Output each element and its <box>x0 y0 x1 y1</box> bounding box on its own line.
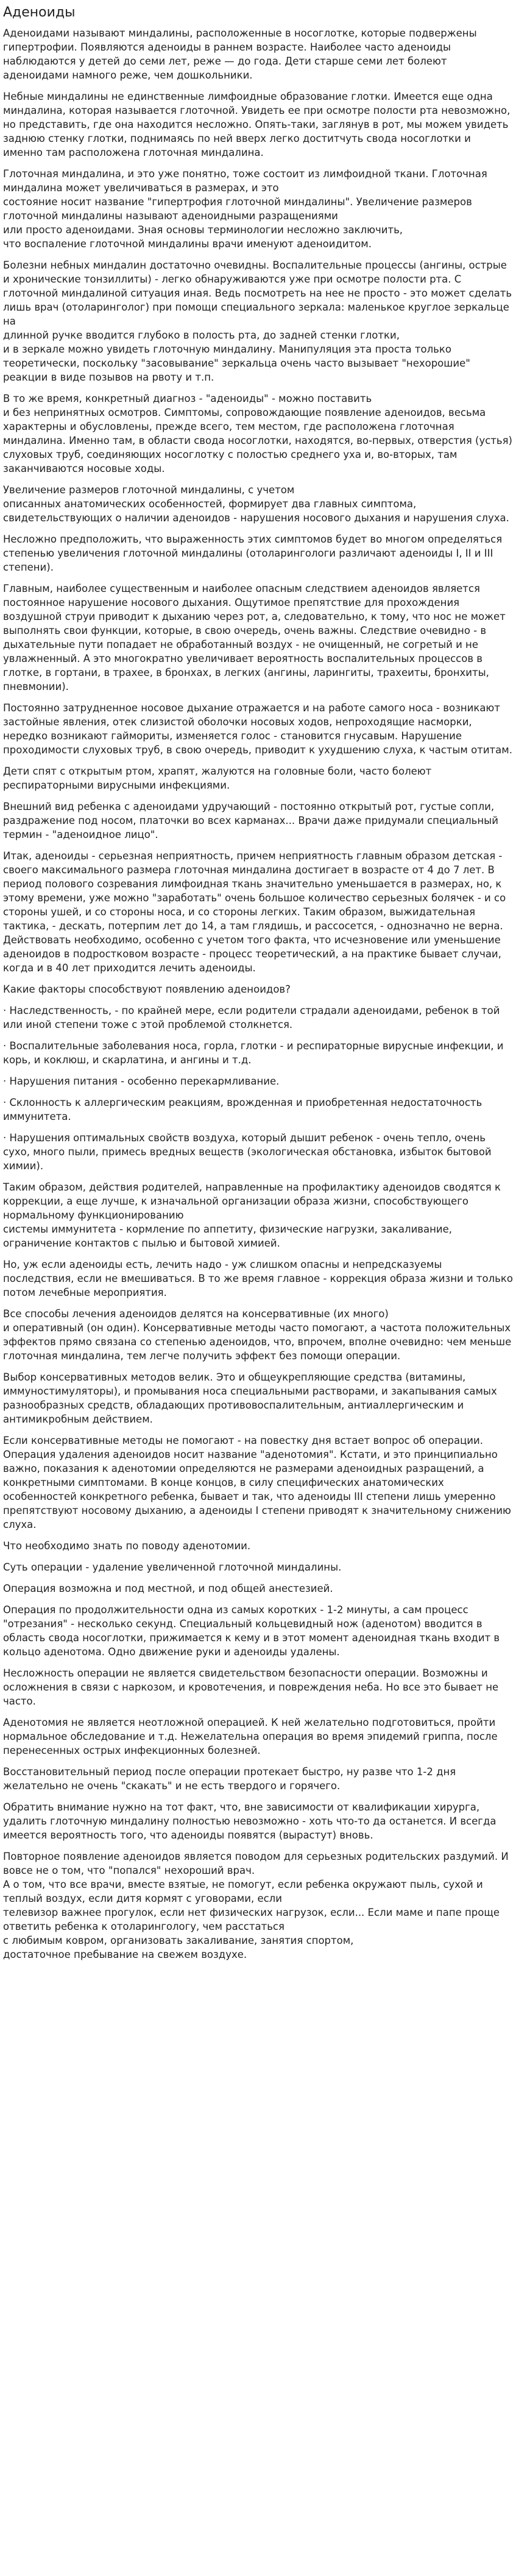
paragraph: Но, уж если аденоиды есть, лечить надо - уж слишком опасны и непредсказуемы последствия, если не вмешиваться. В то же время главное - коррекция образа жизни и только потом лечебные мероприятия. <box>3 1259 513 1298</box>
paragraph: Несложно предположить, что выраженность этих симптомов будет во многом определяться степенью увеличения глоточной миндалины (отоларингологи различают аденоиды I, II и III степени). <box>3 533 503 573</box>
paragraph: В то же время, конкретный диагноз - "аденоиды" - можно поставить и без непринятных осмотров. Симптомы, сопровождающие появление аденоидов, весьма характерны и обусловлены, прежде всего, тем местом, где расположена глоточная миндалина. Именно там, в области свода носоглотки, находятся, во-первых, отверстия (устья) слуховых труб, соединяющих носоглотку с полостью среднего уха и, во-вторых, там заканчиваются носовые ходы. <box>3 393 512 474</box>
paragraph: Небные миндалины не единственные лимфоидные образование глотки. Имеется еще одна миндалина, которая называется глоточной. Увидеть ее при осмотре полости рта невозможно, но представить, где она находится несложно. Опять-таки, заглянув в рот, мы можем увидеть заднюю стенку глотки, поднимаясь по ней вверх легко доститчуть свода носоглотки и именно там расположена глоточная миндалина. <box>3 91 511 158</box>
paragraph: Итак, аденоиды - серьезная неприятность, причем неприятность главным образом детская - своего максимального размера глоточная миндалина достигает в возрасте от 4 до 7 лет. В период полового созревания лимфоидная ткань значительно уменьшается в размерах, но, к этому времени, уже можно "заработать" очень большое количество серьезных болячек - и со стороны ушей, и со стороны носа, и со стороны легких. Таким образом, выжидательная тактика, - дескать, потерпим лет до 14, а там глядишь, и рассосется, - однозначно не верна. Действовать необходимо, особенно с учетом того факта, что исчезновение или уменьшение аденоидов в подростковом возрасте - процесс теоретический, а на практике бывает случаи, когда и в 40 лет приходится лечить аденоиды. <box>3 850 506 974</box>
paragraph: · Нарушения питания - особенно перекармливание. <box>3 1075 280 1087</box>
paragraph: Операция по продолжительности одна из самых коротких - 1-2 минуты, а сам процесс "отрезания" - несколько секунд. Специальный кольцевидный нож (аденотом) вводится в область свода носоглотки, прижимается к кему и в этот момент аденоидная ткань входит в кольцо аденотома. Одно движение руки и аденоиды удалены. <box>3 1604 500 1658</box>
paragraph: · Наследственность, - по крайней мере, если родители страдали аденоидами, ребенок в той или иной степени тоже с этой проблемой столкнется. <box>3 1005 500 1030</box>
paragraph: Болезни небных миндалин достаточно очевидны. Воспалительные процессы (ангины, острые и хронические тонзиллиты) - легко обнаруживаются уже при осмотре полости рта. С глоточной миндалиной ситуация иная. Ведь посмотреть на нее не просто - это может сделать лишь врач (отоларинголог) при помощи специального зеркала: маленькое круглое зеркальце на длинной ручке вводится глубоко в полость рта, до задней стенки глотки, и в зеркале можно увидеть глоточную миндалину. Манипуляция эта проста только теоретически, поскольку "засовывание" зеркальца очень часто вызывает "нехорошие" реакции в виде позывов на рвоту и т.п. <box>3 259 512 383</box>
paragraph: · Нарушения оптимальных свойств воздуха, который дышит ребенок - очень тепло, очень сухо, много пыли, примесь вредных веществ (экологическая обстановка, избыток бытовой химии). <box>3 1132 492 1172</box>
paragraph: · Воспалительные заболевания носа, горла, глотки - и респираторные вирусные инфекции, и корь, и коклюш, и скарлатина, и ангины и т.д. <box>3 1040 504 1066</box>
paragraph: Постоянно затрудненное носовое дыхание отражается и на работе самого носа - возникают застойные явления, отек слизистой оболочки носовых ходов, непроходящие насморки, нередко возникают гаймориты, изменяется голос - становится гнусавым. Нарушение проходимости слуховых труб, в свою очередь, приводит к ухудшению слуха, к частым отитам. <box>3 702 512 756</box>
paragraph: Внешний вид ребенка с аденоидами удручающий - постоянно открытый рот, густые сопли, раздражение под носом, платочки во всех карманах... Врачи даже придумали специальный термин - "аденоидное лицо". <box>3 801 498 840</box>
paragraph: Восстановительный период после операции протекает быстро, ну разве что 1-2 дня желательно не очень "скакать" и не есть твердого и горячего. <box>3 1766 456 1792</box>
paragraph: Операция возможна и под местной, и под общей анестезией. <box>3 1583 333 1594</box>
article-body <box>3 26 513 1962</box>
paragraph: Дети спят с открытым ртом, храпят, жалуются на головные боли, часто болеют респираторными вирусными инфекциями. <box>3 765 432 791</box>
paragraph: Выбор консервативных методов велик. Это и общеукрепляющие средства (витамины, иммуностимуляторы), и промывания носа специальными растворами, и закапывания самых разнообразных средств, обладающих противовоспалительным, антиаллергическим и антимикробным действием. <box>3 1371 497 1425</box>
paragraph: Таким образом, действия родителей, направленные на профилактику аденоидов сводятся к коррекции, а еще лучше, к изначальной организации образа жизни, способствующего нормальному функционированию системы иммунитета - кормление по аппетиту, физические нагрузки, закаливание, ограничение контактов с пылью и бытовой химией. <box>3 1181 501 1249</box>
paragraph: Глоточная миндалина, и это уже понятно, тоже состоит из лимфоидной ткани. Глоточная миндалина может увеличиваться в размерах, и это состояние носит название "гипертрофия глоточной миндалины". Увеличение размеров глоточной миндалины называют аденоидными разращениями или просто аденоидами. Зная основы терминологии несложно заключить, что воспаление глоточной миндалины врачи именуют аденоидитом. <box>3 168 487 250</box>
paragraph: Обратить внимание нужно на тот факт, что, вне зависимости от квалификации хирурга, удалить глоточную миндалину полностью невозможно - хоть что-то да останется. И всегда имеется вероятность того, что аденоиды появятся (вырастут) вновь. <box>3 1801 497 1841</box>
paragraph: Если консервативные методы не помогают - на повестку дня встает вопрос об операции. Операция удаления аденоидов носит название "аденотомия". Кстати, и это принципиально важно, показания к аденотомии определяются не размерами аденоидных разращений, а конкретными симптомами. В конце концов, в силу специфических анатомических особенностей конкретного ребенка, бывает и так, что аденоиды III степени лишь умеренно препятствуют носовому дыханию, а аденоиды I степени приводят к значительному снижению слуха. <box>3 1435 511 1530</box>
paragraph: Несложность операции не является свидетельством безопасности операции. Возможны и осложнения в связи с наркозом, и кровотечения, и повреждения неба. Но все это бывает не часто. <box>3 1667 499 1707</box>
paragraph: · Склонность к аллергическим реакциям, врожденная и приобретенная недостаточность иммунитета. <box>3 1097 482 1122</box>
paragraph: Главным, наиболее существенным и наиболее опасным следствием аденоидов является постоянное нарушение носового дыхания. Ощутимое препятствие для прохождения воздушной струи приводит к дыханию через рот, а, следовательно, к тому, что нос не может выполнять свои функции, которые, в свою очередь, очень важны. Следствие очевидно - в дыхательные пути попадает не обработанный воздух - не очищенный, не согретый и не увлажненный. А это многократно увеличивает вероятность воспалительных процессов в глотке, в гортани, в трахее, в бронхах, в легких (ангины, ларингиты, трахеиты, бронхиты, пневмонии). <box>3 583 506 692</box>
paragraph: Все способы лечения аденоидов делятся на консервативные (их много) и оперативный (он один). Консервативные методы часто помогают, а частота положительных эффектов прямо связана со степенью аденоидов, что, впрочем, вполне очевидно: чем меньше глоточная миндалина, тем легче получить эффект без помощи операции. <box>3 1308 512 1362</box>
paragraph: Повторное появление аденоидов является поводом для серьезных родительских раздумий. И вовсе не о том, что "попался" нехороший врач. А о том, что все врачи, вместе взятые, не помогут, если ребенка окружают пыль, сухой и теплый воздух, если дитя кормят с уговорами, если телевизор важнее прогулок, если нет физических нагрузок, если... Если маме и папе проще ответить ребенка к отоларингологу, чем расстаться с любимым ковром, организовать закаливание, занятия спортом, достаточное пребывание на свежем воздухе. <box>3 1851 509 1960</box>
paragraph: Увеличение размеров глоточной миндалины, с учетом описанных анатомических особенностей, формирует два главных симптома, свидетельствующих о наличии аденоидов - нарушения носового дыхания и нарушения слуха. <box>3 484 509 524</box>
paragraph: Какие факторы способствуют появлению аденоидов? <box>3 984 291 995</box>
paragraph: Аденотомия не является неотложной операцией. К ней желательно подготовиться, пройти нормальное обследование и т.д. Нежелательна операция во время эпидемий гриппа, после перенесенных острых инфекционных болезней. <box>3 1717 498 1756</box>
paragraph: Что необходимо знать по поводу аденотомии. <box>3 1540 251 1552</box>
paragraph: Суть операции - удаление увеличенной глоточной миндалины. <box>3 1561 342 1573</box>
paragraph: Аденоидами называют миндалины, расположенные в носоглотке, которые подвержены гипертрофии. Появляются аденоиды в раннем возрасте. Наиболее часто аденоиды наблюдаются у детей до семи лет, реже — до года. Дети старше семи лет болеют аденоидами намного реже, чем дошкольники. <box>3 27 477 81</box>
article-title: Аденоиды <box>3 5 76 20</box>
